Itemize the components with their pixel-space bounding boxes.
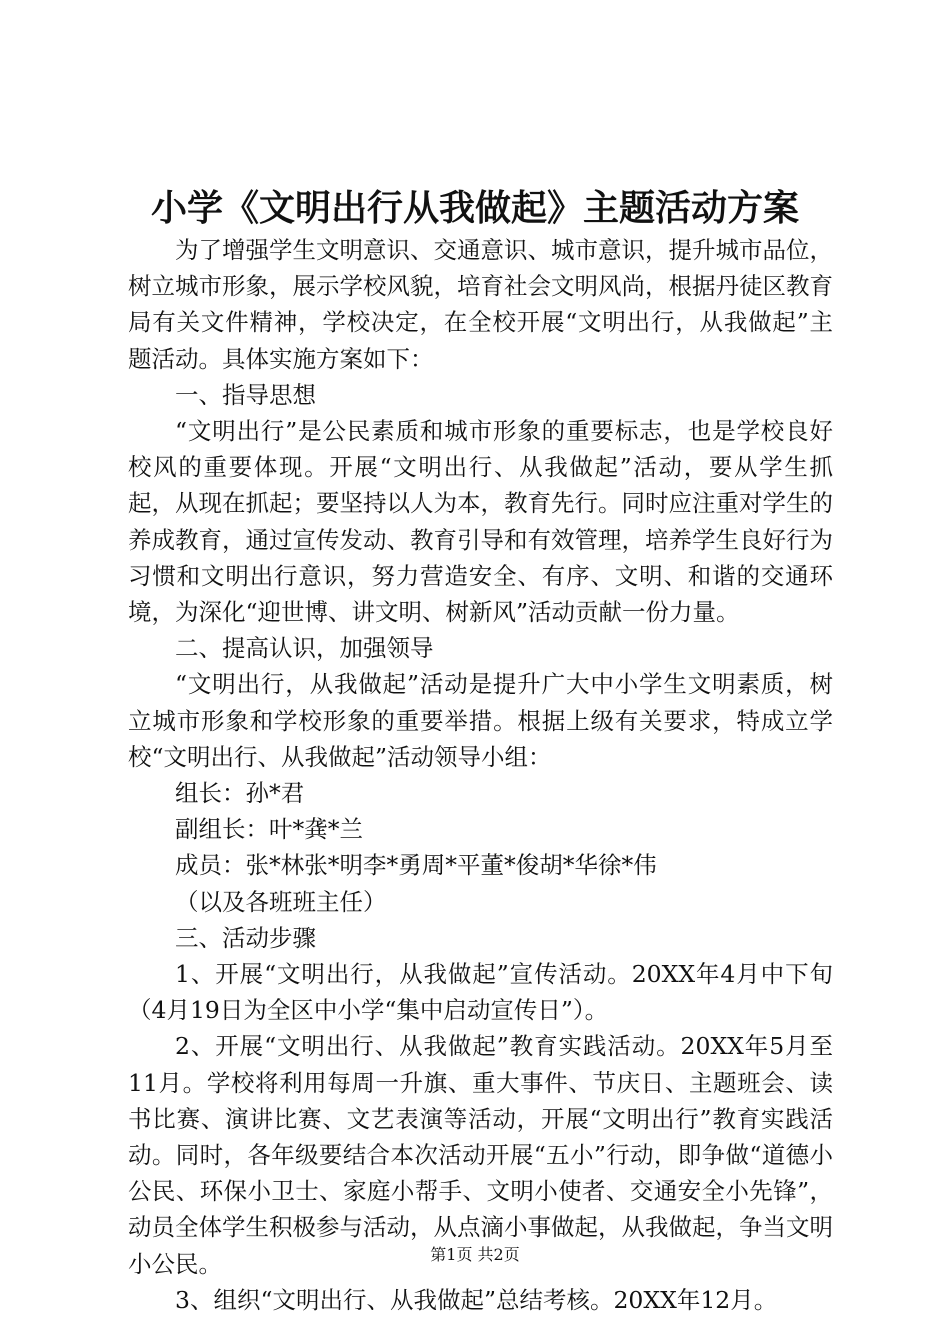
step-2: 2、开展“文明出行、从我做起”教育实践活动。20XX年5月至11月。学校将利用每周一升旗、重大事件、节庆日、主题班会、读书比赛、演讲比赛、文艺表演等活动，开展“文明出行”教育实践活动。同时，各年级要结合本次活动开展“五小”行动，即争做“道德小公民、环保小卫士、家庭小帮手、文明小使者、交通安全小先锋”，动员全体学生积极参与活动，从点滴小事做起，从我做起，争当文明小公民。 <box>128 1032 833 1278</box>
group-deputy: 副组长：叶*龚*兰 <box>175 815 363 844</box>
group-leader: 组长：孙*君 <box>175 779 305 808</box>
section-heading-1: 一、指导思想 <box>175 380 316 409</box>
group-members: 成员：张*林张*明李*勇周*平董*俊胡*华徐*伟 <box>175 851 657 880</box>
step-1: 1、开展“文明出行，从我做起”宣传活动。20XX年4月中下旬（4月19日为全区中小学“集中启动宣传日”）。 <box>128 960 833 1025</box>
step-3: 3、组织“文明出行、从我做起”总结考核。20XX年12月。 <box>175 1285 778 1314</box>
group-note: （以及各班班主任） <box>175 887 387 916</box>
document-body <box>128 232 833 1318</box>
intro-paragraph: 为了增强学生文明意识、交通意识、城市意识，提升城市品位，树立城市形象，展示学校风貌，培育社会文明风尚，根据丹徒区教育局有关文件精神，学校决定，在全校开展“文明出行，从我做起”主题活动。具体实施方案如下： <box>128 236 833 373</box>
document-title: 小学《文明出行从我做起》主题活动方案 <box>150 187 799 229</box>
section-paragraph-1: “文明出行”是公民素质和城市形象的重要标志，也是学校良好校风的重要体现。开展“文明出行、从我做起”活动，要从学生抓起，从现在抓起；要坚持以人为本，教育先行。同时应注重对学生的养成教育，通过宣传发动、教育引导和有效管理，培养学生良好行为习惯和文明出行意识，努力营造安全、有序、文明、和谐的交通环境，为深化“迎世博、讲文明、树新风”活动贡献一份力量。 <box>128 417 833 627</box>
page-footer: 第1页 共2页 <box>430 1245 520 1264</box>
section-heading-3: 三、活动步骤 <box>175 923 316 952</box>
section-paragraph-2: “文明出行，从我做起”活动是提升广大中小学生文明素质，树立城市形象和学校形象的重要举措。根据上级有关要求，特成立学校“文明出行、从我做起”活动领导小组： <box>128 670 833 771</box>
section-heading-2: 二、提高认识，加强领导 <box>175 634 434 663</box>
